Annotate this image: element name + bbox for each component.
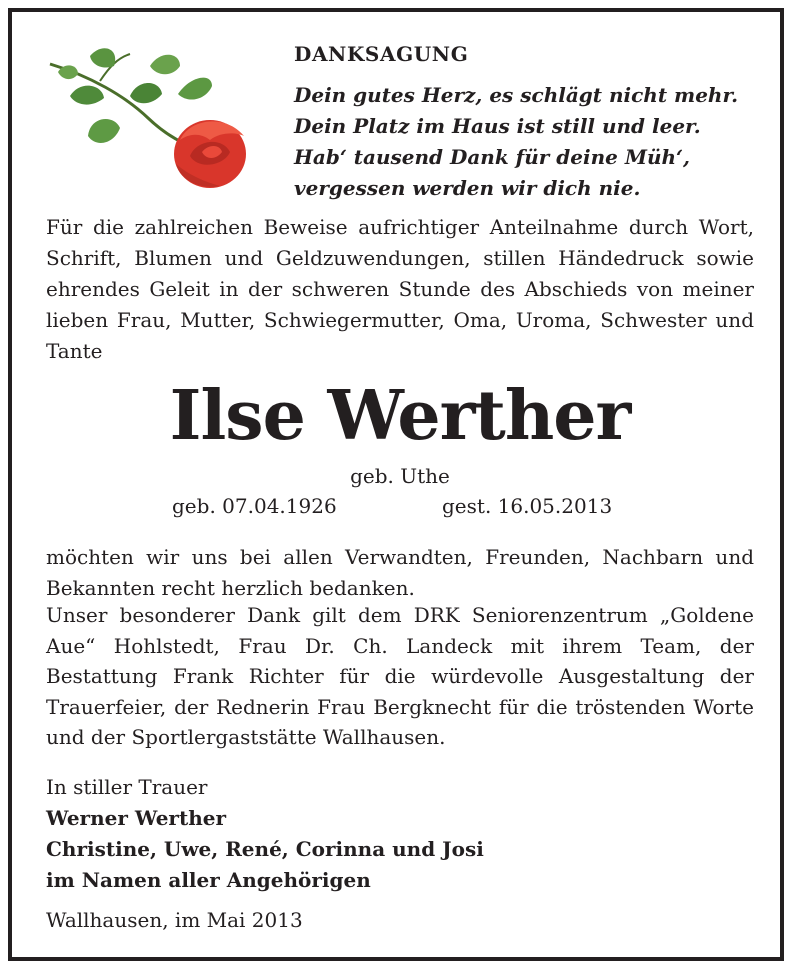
intro-paragraph: Für die zahlreichen Beweise aufrichtiger Anteilnahme durch Wort, Schrift, Blumen und Geldzuwendungen, stillen Händedruck sowie ehrendes Geleit in der schweren Stunde des Abschieds von meiner lieben Frau, Mutter, Schwiegermutter, Oma, Uroma, Schwester und Tante: [46, 215, 754, 363]
poem-line: Hab‘ tausend Dank für deine Müh‘,: [294, 145, 690, 169]
death-date: gest. 16.05.2013: [442, 494, 613, 518]
thanks-paragraph: möchten wir uns bei allen Verwandten, Freunden, Nachbarn und Bekannten recht herzlich bedanken.: [46, 545, 754, 600]
notice-heading: DANKSAGUNG: [294, 42, 469, 66]
signature-intro: In stiller Trauer: [46, 775, 208, 799]
poem-line: vergessen werden wir dich nie.: [294, 176, 641, 200]
signature-name: Werner Werther: [46, 806, 226, 830]
poem-line: Dein Platz im Haus ist still und leer.: [294, 114, 701, 138]
maiden-name: geb. Uthe: [350, 464, 450, 488]
signature-name: Christine, Uwe, René, Corinna und Josi: [46, 837, 484, 861]
poem: [294, 80, 774, 204]
rose-icon: [30, 36, 270, 196]
special-thanks-paragraph: Unser besonderer Dank gilt dem DRK Seniorenzentrum „Goldene Aue“ Hohlstedt, Frau Dr. Ch. Landeck mit ihrem Team, der Bestattung Frank Richter für die würdevolle Ausgestaltung der Trauerfeier, der Rednerin Frau Bergknecht für die tröstenden Worte und der Sportlergaststätte Wallhausen.: [46, 603, 754, 749]
signature-name: im Namen aller Angehörigen: [46, 868, 371, 892]
deceased-name: Ilse Werther: [169, 376, 631, 456]
place-date: Wallhausen, im Mai 2013: [46, 908, 303, 932]
poem-line: Dein gutes Herz, es schlägt nicht mehr.: [294, 83, 739, 107]
signature-block: [46, 772, 484, 896]
birth-date: geb. 07.04.1926: [172, 494, 337, 518]
